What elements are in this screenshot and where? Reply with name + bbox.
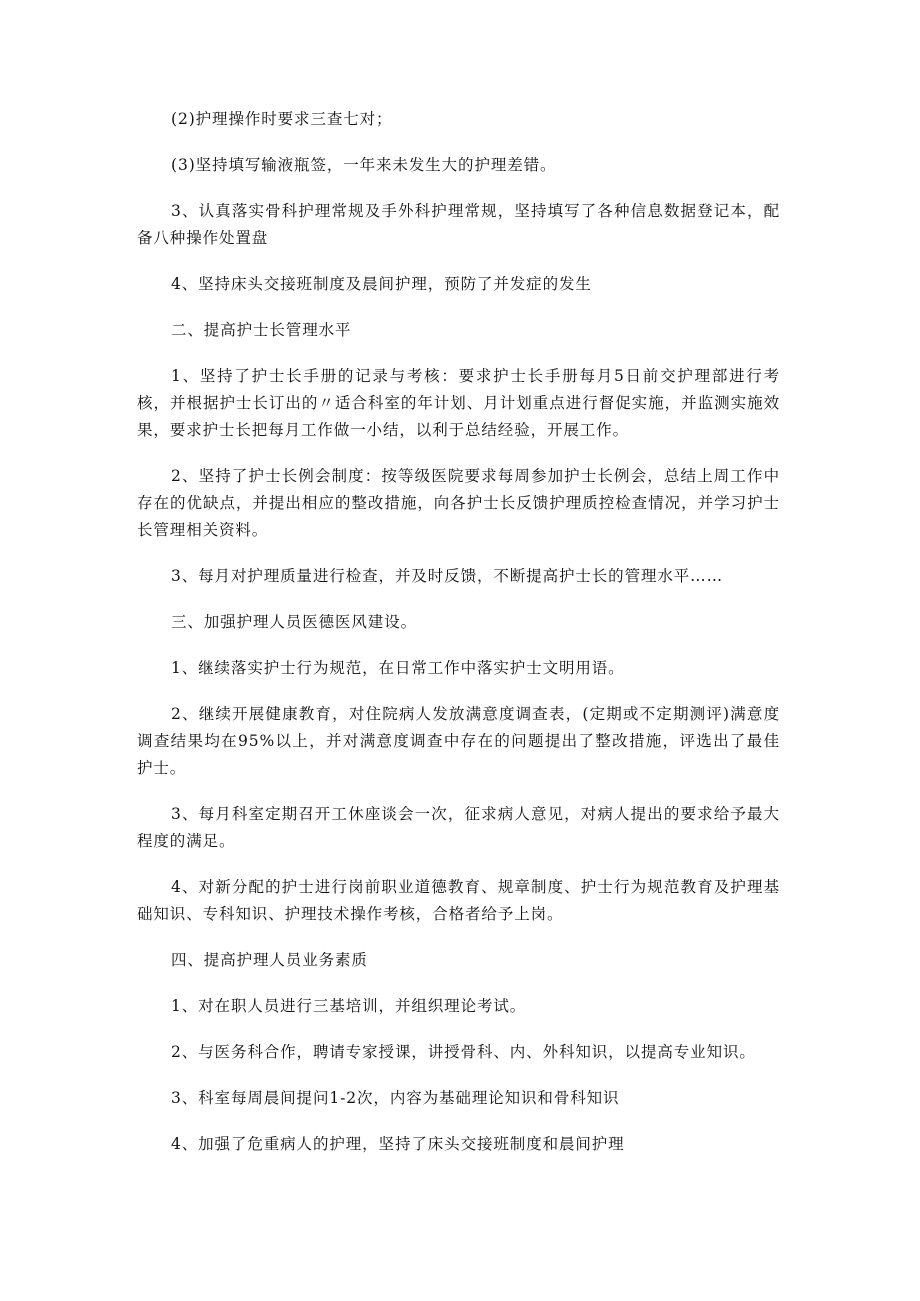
paragraph-head-nurse-handbook: 1、坚持了护士长手册的记录与考核：要求护士长手册每月5日前交护理部进行考核，并根据护士长订出的〃适合科室的年计划、月计划重点进行督促实施，并监测实施效果，要求护士长把每月工作做一小结，以利于总结经验，开展工作。 [137,367,780,439]
paragraph-health-education: 2、继续开展健康教育，对住院病人发放满意度调查表，(定期或不定期测评)满意度调查结果均在95%以上，并对满意度调查中存在的问题提出了整改措施，评选出了最佳护士。 [137,705,780,777]
section-heading-medical-ethics: 三、加强护理人员医德医风建设。 [171,613,418,631]
paragraph-morning-questions: 3、科室每周晨间提问1-2次，内容为基础理论知识和骨科知识 [171,1089,620,1107]
paragraph-quality-check: 3、每月对护理质量进行检查，并及时反馈，不断提高护士长的管理水平…… [171,567,723,585]
paragraph-critical-care: 4、加强了危重病人的护理，坚持了床头交接班制度和晨间护理 [171,1135,625,1153]
paragraph-check-rules: (2)护理操作时要求三查七对； [171,110,393,128]
paragraph-new-nurse-training: 4、对新分配的护士进行岗前职业道德教育、规章制度、护士行为规范教育及护理基础知识、专科知识、护理技术操作考核，合格者给予上岗。 [137,878,780,923]
paragraph-head-nurse-meeting: 2、坚持了护士长例会制度：按等级医院要求每周参加护士长例会，总结上周工作中存在的优缺点，并提出相应的整改措施，向各护士长反馈护理质控检查情况，并学习护士长管理相关资料。 [137,467,780,539]
section-heading-head-nurse-management: 二、提高护士长管理水平 [171,321,352,339]
section-heading-professional-quality: 四、提高护理人员业务素质 [171,951,368,969]
paragraph-patient-forum: 3、每月科室定期召开工休座谈会一次，征求病人意见，对病人提出的要求给予最大程度的满足。 [137,805,780,850]
paragraph-infusion-labels: (3)坚持填写输液瓶签，一年来未发生大的护理差错。 [171,156,557,174]
paragraph-basic-training: 1、对在职人员进行三基培训，并组织理论考试。 [171,997,527,1015]
paragraph-bedside-handover: 4、坚持床头交接班制度及晨间护理，预防了并发症的发生 [171,275,592,293]
paragraph-orthopedic-routine: 3、认真落实骨科护理常规及手外科护理常规，坚持填写了各种信息数据登记本，配备八种操作处置盘 [137,202,780,247]
document-body [137,106,780,1177]
paragraph-behavior-norms: 1、继续落实护士行为规范，在日常工作中落实护士文明用语。 [171,659,625,677]
paragraph-expert-lectures: 2、与医务科合作，聘请专家授课，讲授骨科、内、外科知识，以提高专业知识。 [171,1043,756,1061]
